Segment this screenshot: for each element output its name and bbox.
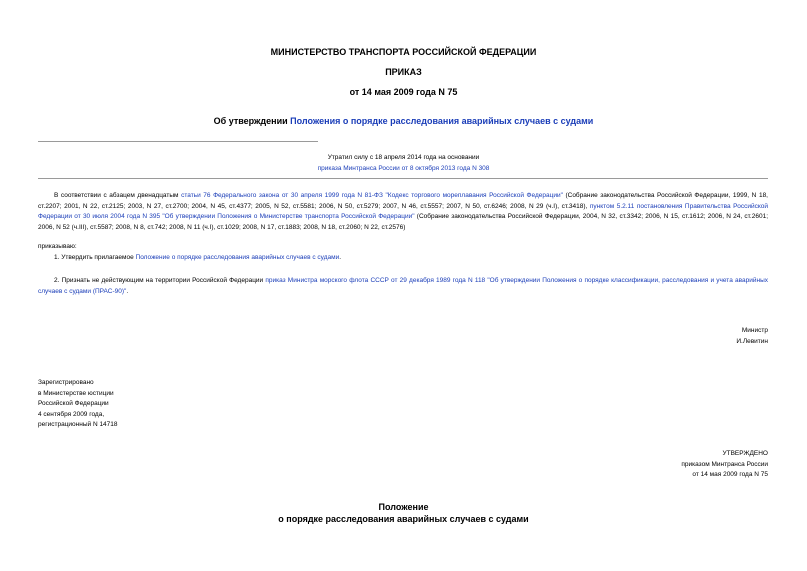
divider-short (38, 141, 318, 142)
doc-title-prefix: Об утверждении (213, 116, 291, 126)
item2-prefix: 2. Признать не действующим на территории Российской Федерации (54, 277, 266, 284)
divider-long (38, 178, 768, 179)
signature-name: И.Левитин (736, 338, 768, 345)
registration-line: регистрационный N 14718 (38, 421, 118, 428)
preamble-text-3: (Собрание законодательства Российской Федерации, 2004, N 32, ст.3342; 2006, N 15, ст.1612; 2006, N 24, ст.2601; 2006, N 52 (ч.III), ст.5587; 2008, N 8, ст.742; 2008, N 11 (ч.I), ст.1029; 2008, N 17, ст.1883; 2008, N 18, ст.2060; N 22, ст.2576) (38, 213, 769, 231)
annex-subtitle: о порядке расследования аварийных случаев с судами (278, 514, 529, 524)
item2-link[interactable]: приказ Министра морского флота СССР от 29 декабря 1989 года N 118 "Об утверждении Положения о порядке классификации, расследования и учета аварийных случаев с судами (ПРАС-90)" (38, 277, 768, 295)
registration-line: в Министерстве юстиции (38, 389, 114, 397)
doc-type-heading: ПРИКАЗ (385, 67, 422, 77)
order-word: приказываю: (38, 243, 77, 250)
registration-line: 4 сентября 2009 года, (38, 410, 105, 418)
status-repeal-link[interactable]: приказа Минтранса России от 8 октября 2013 года N 308 (317, 165, 490, 172)
item1-suffix: . (339, 254, 342, 261)
doc-title-link[interactable]: Положения о порядке расследования аварийных случаев с судами (290, 116, 594, 126)
approved-line: УТВЕРЖДЕНО (722, 450, 768, 457)
approved-line: от 14 мая 2009 года N 75 (692, 471, 768, 478)
preamble-law-link[interactable]: статьи 76 Федерального закона от 30 апреля 1999 года N 81-ФЗ "Кодекс торгового мореплавания Российской Федерации" (181, 192, 563, 199)
approved-block (568, 449, 768, 481)
approved-line: приказом Минтранса России (681, 460, 768, 468)
doc-date-number: от 14 мая 2009 года N 75 (349, 87, 458, 97)
registration-line: Зарегистрировано (38, 379, 94, 386)
item1-link[interactable]: Положение о порядке расследования аварийных случаев с судами (135, 254, 340, 261)
registration-line: Российской Федерации (38, 400, 109, 407)
order-item-1 (38, 253, 768, 264)
ministry-heading: МИНИСТЕРСТВО ТРАНСПОРТА РОССИЙСКОЙ ФЕДЕРАЦИИ (270, 47, 537, 57)
status-line: Утратил силу с 18 апреля 2014 года на основании (327, 154, 480, 161)
preamble-text-2: (Собрание законодательства Российской Федерации, 1999, N 18, ст.2207; 2001, N 22, ст.2125; 2003, N 27, ст.2700; 2004, N 45, ст.4377; 2005, N 52, ст.5581; 2006, N 50, ст.5279; 2007, N 46, ст.5557; 2007, N 50, ст.6246; 2008, N 29 (ч.I), ст.3418), (38, 192, 768, 210)
signature-position: Министр (741, 327, 768, 334)
annex-title: Положение (378, 502, 429, 512)
item2-suffix: . (126, 287, 129, 295)
preamble-text-1: В соответствии с абзацем двенадцатым (54, 192, 182, 199)
registration-block (38, 378, 238, 431)
preamble-paragraph (38, 191, 768, 233)
preamble-decree-link[interactable]: пунктом 5.2.11 постановления Правительства Российской Федерации от 30 июля 2004 года N 395 "Об утверждении Положения о Министерстве транспорта Российской Федерации" (38, 202, 768, 220)
doc-title (0, 116, 807, 126)
item1-prefix: 1. Утвердить прилагаемое (54, 254, 136, 261)
order-item-2 (38, 276, 768, 297)
